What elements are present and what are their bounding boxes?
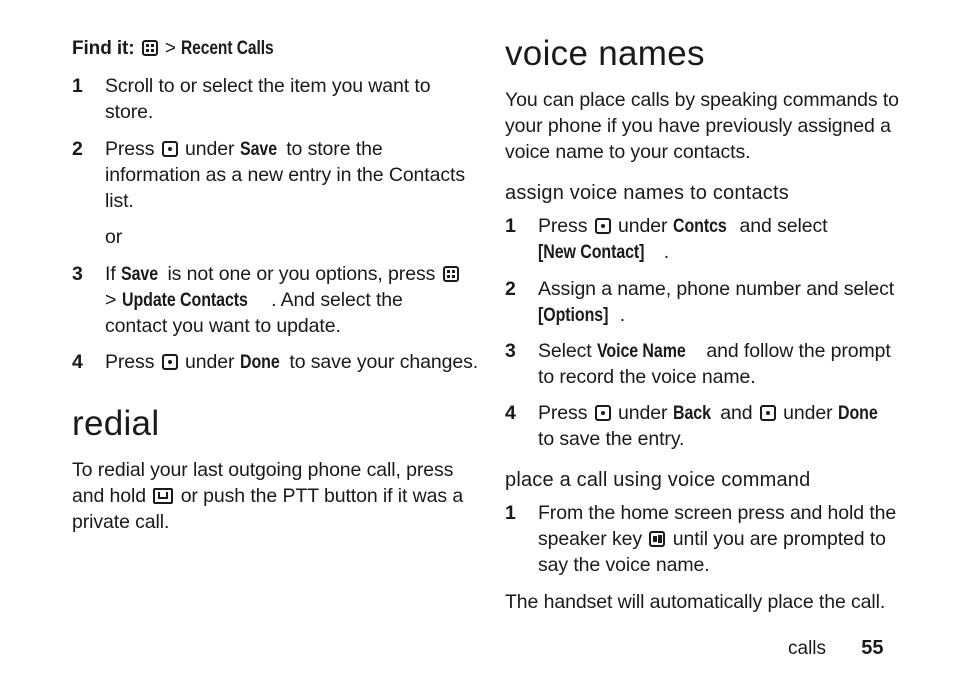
- step-text: is not one or you options, press: [167, 263, 436, 285]
- menu-key-icon: [443, 266, 459, 282]
- step-text: From the home screen press and hold the speaker key: [538, 502, 897, 550]
- voice-names-intro: You can place calls by speaking commands to your phone if you have previously assigned a voice name to your contacts.: [505, 89, 899, 163]
- step-text: until you are prompted to say the voice name.: [538, 528, 886, 576]
- step-text: under: [783, 402, 833, 424]
- step-text: Press: [538, 402, 588, 424]
- step-text: to save the entry.: [538, 428, 685, 450]
- right-step-3: [505, 338, 900, 390]
- left-step-4: [72, 349, 479, 375]
- redial-paragraph: [72, 457, 467, 535]
- step-text: under: [618, 215, 668, 237]
- menu-option-label: Update Contacts: [121, 289, 248, 311]
- page-number: 55: [861, 637, 884, 659]
- center-select-key-icon: [760, 405, 776, 421]
- menu-option-label: Voice Name: [596, 340, 686, 362]
- step-number: 3: [505, 340, 516, 362]
- step-text: Press: [538, 215, 588, 237]
- softkey-label: Save: [239, 138, 277, 160]
- center-select-key-icon: [162, 354, 178, 370]
- menu-option-label: [Options]: [538, 304, 609, 326]
- step-text: If: [105, 263, 116, 285]
- footer-section-name: calls: [788, 638, 827, 659]
- closing-paragraph: The handset will automatically place the call.: [505, 591, 886, 613]
- step-text: Select: [538, 340, 592, 362]
- step-text: and select: [739, 215, 828, 237]
- step-text: .: [663, 241, 670, 263]
- softkey-label: Save: [120, 263, 158, 285]
- step-text: Scroll to or select the item you want to store.: [105, 75, 431, 123]
- step-text: .: [619, 304, 626, 326]
- right-step-1: [505, 213, 900, 265]
- step-text: Assign a name, phone number and select: [538, 278, 895, 300]
- step-number: 1: [72, 75, 83, 97]
- page-footer: [788, 635, 884, 662]
- speaker-key-icon: [649, 531, 665, 547]
- find-it-destination: Recent Calls: [181, 38, 274, 59]
- or-text: or: [105, 226, 123, 248]
- step-text: Press: [105, 138, 155, 160]
- send-key-icon: [153, 488, 173, 504]
- softkey-label: Done: [837, 402, 878, 424]
- redial-heading: redial: [72, 404, 160, 443]
- right-step-4: [505, 400, 900, 452]
- menu-option-label: [New Contact]: [538, 241, 645, 263]
- step-text: and follow the prompt to record the voice name.: [538, 340, 891, 388]
- step-number: 4: [505, 402, 516, 424]
- paragraph-text: or push the PTT button if it was a private call.: [72, 485, 464, 533]
- place-call-subheading: place a call using voice command: [505, 469, 811, 491]
- step-number: 1: [505, 502, 516, 524]
- step-number: 1: [505, 215, 516, 237]
- step-number: 4: [72, 351, 83, 373]
- left-step-1: [72, 73, 467, 125]
- center-select-key-icon: [162, 141, 178, 157]
- right-step-2: [505, 276, 900, 328]
- step-number: 2: [72, 138, 83, 160]
- step-number: 2: [505, 278, 516, 300]
- menu-key-icon: [142, 40, 158, 56]
- step-text: to save your changes.: [289, 351, 479, 373]
- center-select-key-icon: [595, 218, 611, 234]
- softkey-label: Back: [672, 402, 711, 424]
- step-text: . And select the contact you want to update.: [105, 289, 403, 337]
- right-voice-step-1: [505, 500, 900, 578]
- softkey-label: Done: [239, 351, 280, 373]
- assign-voice-names-subheading: assign voice names to contacts: [505, 182, 789, 204]
- find-it-separator: >: [164, 38, 176, 59]
- step-text: under: [185, 351, 235, 373]
- step-text: Press: [105, 351, 155, 373]
- step-number: 3: [72, 263, 83, 285]
- left-step-2: [72, 136, 467, 214]
- step-text: to store the information as a new entry in the Contacts list.: [105, 138, 465, 212]
- left-step-3: [72, 261, 467, 339]
- find-it-label: Find it:: [72, 38, 135, 59]
- softkey-label: Contcs: [672, 215, 727, 237]
- center-select-key-icon: [595, 405, 611, 421]
- find-it-path: [72, 36, 290, 62]
- paragraph-text: To redial your last outgoing phone call, press and hold: [72, 459, 454, 507]
- step-text: and: [720, 402, 753, 424]
- step-text: under: [185, 138, 235, 160]
- step-text: under: [618, 402, 668, 424]
- voice-names-heading: voice names: [505, 34, 705, 73]
- step-text: >: [105, 289, 117, 311]
